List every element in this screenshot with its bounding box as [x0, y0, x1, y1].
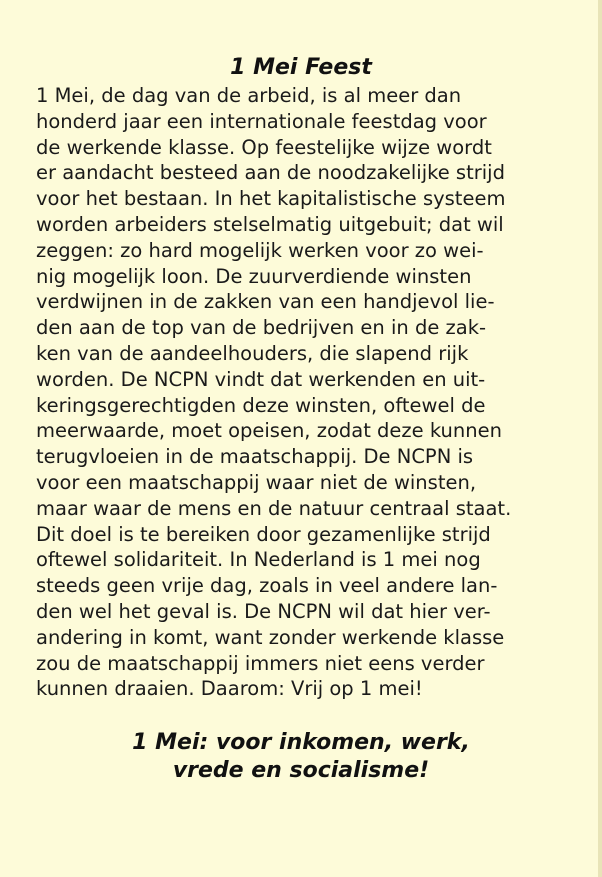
body-line: ken van de aandeelhouders, die slapend rijk [36, 341, 469, 365]
body-line: de werkende klasse. Op feestelijke wijze wordt [36, 135, 492, 159]
body-line: den wel het geval is. De NCPN wil dat hier ver- [36, 599, 491, 623]
slogan-line-1: 1 Mei: voor inkomen, werk, [132, 730, 470, 755]
slogan-line-2: vrede en socialisme! [172, 758, 430, 783]
body-text [36, 83, 511, 702]
body-line: andering in komt, want zonder werkende klasse [36, 625, 505, 649]
body-line: maar waar de mens en de natuur centraal staat. [36, 496, 512, 520]
body-line: nig mogelijk loon. De zuurverdiende winsten [36, 264, 472, 288]
body-line: honderd jaar een internationale feestdag voor [36, 109, 487, 133]
page-title: 1 Mei Feest [230, 55, 372, 80]
body-line: er aandacht besteed aan de noodzakelijke strijd [36, 161, 505, 185]
closing-slogan [0, 729, 602, 785]
body-line: voor het bestaan. In het kapitalistische systeem [36, 187, 506, 211]
body-line: voor een maatschappij waar niet de winsten, [36, 470, 477, 494]
body-line: kunnen draaien. Daarom: Vrij op 1 mei! [36, 677, 423, 701]
body-line: verdwijnen in de zakken van een handjevol lie- [36, 290, 495, 314]
body-line: den aan de top van de bedrijven en in de zak- [36, 316, 487, 340]
body-line: oftewel solidariteit. In Nederland is 1 mei nog [36, 548, 481, 572]
body-line: 1 Mei, de dag van de arbeid, is al meer dan [36, 84, 462, 107]
body-line: keringsgerechtigden deze winsten, oftewel de [36, 393, 486, 417]
body-line: zeggen: zo hard mogelijk werken voor zo wei- [36, 238, 484, 262]
body-line: worden. De NCPN vindt dat werkenden en uit- [36, 367, 486, 391]
body-line: worden arbeiders stelselmatig uitgebuit; dat wil [36, 212, 504, 236]
body-line: meerwaarde, moet opeisen, zodat deze kunnen [36, 419, 502, 443]
body-line: steeds geen vrije dag, zoals in veel andere lan- [36, 574, 498, 598]
body-line: terugvloeien in de maatschappij. De NCPN is [36, 445, 474, 469]
body-line: zou de maatschappij immers niet eens verder [36, 651, 485, 675]
body-line: Dit doel is te bereiken door gezamenlijke strijd [36, 522, 491, 546]
